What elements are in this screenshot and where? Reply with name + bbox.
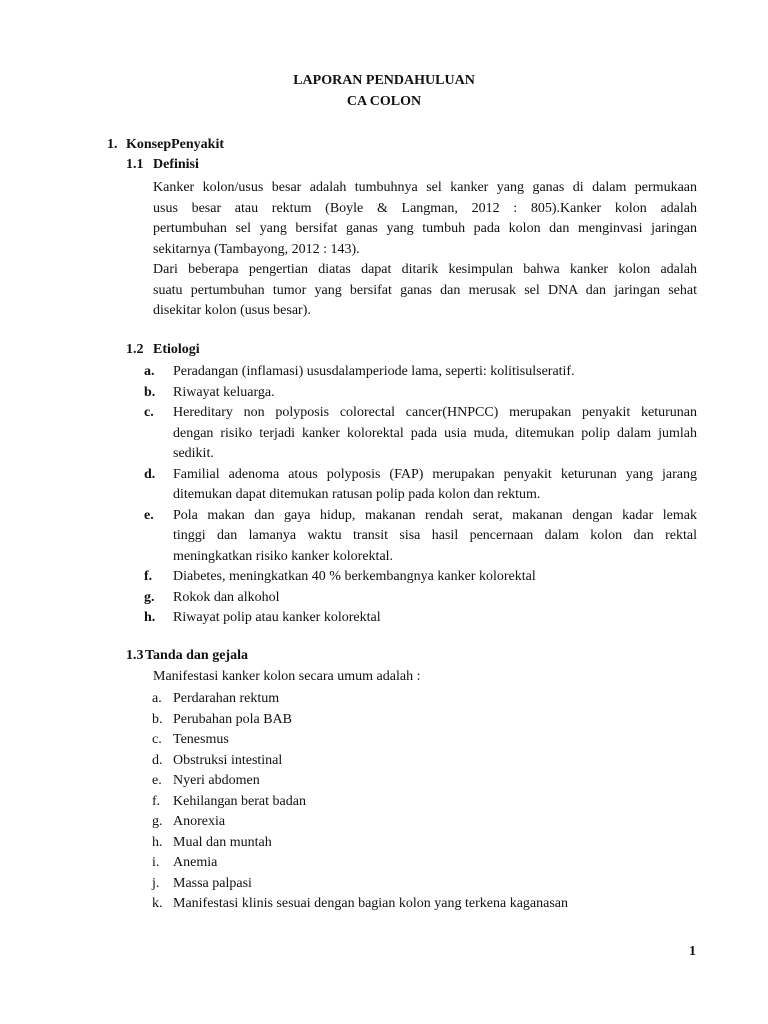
definisi-paragraph-2 xyxy=(153,260,697,322)
document-subtitle: CA COLON xyxy=(346,94,422,109)
list-item xyxy=(152,730,568,751)
list-item-text: Anorexia xyxy=(173,814,226,829)
text-line: Kanker kolon/usus besar adalah tumbuhnya sel kanker yang ganas di dalam permukaan xyxy=(153,180,697,195)
etiologi-number: 1.2 xyxy=(126,342,144,357)
list-item-text: Massa palpasi xyxy=(173,875,252,891)
list-item-text: Obstruksi intestinal xyxy=(173,752,283,768)
list-marker: h. xyxy=(152,834,163,850)
list-item-text: Riwayat polip atau kanker kolorektal xyxy=(173,610,381,625)
list-item-text: Tenesmus xyxy=(173,732,229,747)
document-title: LAPORAN PENDAHULUAN xyxy=(293,73,475,88)
list-item-text: Nyeri abdomen xyxy=(173,773,260,788)
list-marker: j. xyxy=(152,875,160,891)
list-item xyxy=(152,710,568,731)
list-item-text: tinggi dan lamanya waktu transit sisa hasil pencernaan dalam kolon dan rektal xyxy=(173,528,697,543)
list-item-text: Hereditary non polyposis colorectal cancer(HNPCC) merupakan penyakit keturunan xyxy=(173,405,697,420)
list-item-text: Perdarahan rektum xyxy=(173,691,280,706)
list-item xyxy=(152,853,568,874)
list-item xyxy=(144,362,697,383)
list-marker: h. xyxy=(144,610,156,625)
list-item-text: Diabetes, meningkatkan 40 % berkembangnya kanker kolorektal xyxy=(173,569,536,584)
text-line: Dari beberapa pengertian diatas dapat ditarik kesimpulan bahwa kanker kolon adalah xyxy=(153,262,697,277)
list-item xyxy=(144,567,697,588)
list-item xyxy=(144,403,697,465)
list-marker: f. xyxy=(144,569,153,584)
list-marker: e. xyxy=(152,773,162,788)
section-1-number: 1. xyxy=(107,137,118,152)
list-marker: c. xyxy=(152,732,162,747)
list-item xyxy=(144,608,697,629)
list-item-text: Manifestasi klinis sesuai dengan bagian kolon yang terkena kaganasan xyxy=(173,896,568,911)
section-1-heading: KonsepPenyakit xyxy=(126,137,225,152)
list-item-text: Rokok dan alkohol xyxy=(173,589,280,605)
list-item xyxy=(152,894,568,915)
definisi-number: 1.1 xyxy=(126,157,144,172)
list-item xyxy=(152,751,568,772)
tanda-number: 1.3 xyxy=(126,648,144,663)
list-marker: c. xyxy=(144,405,154,420)
tanda-intro: Manifestasi kanker kolon secara umum adalah : xyxy=(153,669,421,684)
list-item xyxy=(152,874,568,895)
list-marker: b. xyxy=(144,384,156,400)
etiologi-list xyxy=(144,362,697,629)
text-line: suatu pertumbuhan tumor yang bersifat ganas dan merusak sel DNA dan jaringan sehat xyxy=(153,282,697,298)
list-item-text: meningkatkan risiko kanker kolorektal. xyxy=(173,548,394,564)
list-item xyxy=(144,588,697,609)
list-marker: k. xyxy=(152,896,163,911)
list-item xyxy=(144,465,697,506)
list-item-text: Mual dan muntah xyxy=(173,834,272,850)
list-marker: d. xyxy=(144,466,156,482)
list-marker: g. xyxy=(144,589,155,605)
list-marker: g. xyxy=(152,814,163,829)
list-item xyxy=(152,689,568,710)
list-marker: e. xyxy=(144,507,154,523)
list-item xyxy=(152,812,568,833)
etiologi-heading: Etiologi xyxy=(153,342,200,357)
list-marker: b. xyxy=(152,711,163,727)
list-item-text: Familial adenoma atous polyposis (FAP) merupakan penyakit keturunan yang jarang xyxy=(173,466,697,482)
list-item-text: dengan risiko terjadi kanker kolorektal pada usia muda, ditemukan polip dalam jumlah xyxy=(173,425,697,441)
list-item xyxy=(152,771,568,792)
tanda-list xyxy=(152,689,568,915)
tanda-heading: Tanda dan gejala xyxy=(145,648,248,663)
list-item-text: Anemia xyxy=(173,855,218,870)
list-item-text: sedikit. xyxy=(173,446,214,461)
text-line: usus besar atau rektum (Boyle & Langman, 2012 : 805).Kanker kolon adalah xyxy=(153,200,697,216)
page-number: 1 xyxy=(689,944,696,959)
text-line: pertumbuhan sel yang bersifat ganas yang tumbuh pada kolon dan menginvasi jaringan xyxy=(153,221,697,236)
list-item-text: Riwayat keluarga. xyxy=(173,384,275,400)
list-item-text: Perubahan pola BAB xyxy=(173,711,292,727)
list-item xyxy=(144,506,697,568)
definisi-heading: Definisi xyxy=(153,157,199,172)
list-item xyxy=(152,792,568,813)
list-item-text: ditemukan dapat ditemukan ratusan polip pada kolon dan rektum. xyxy=(173,487,541,502)
list-marker: f. xyxy=(152,793,161,809)
definisi-paragraph-1 xyxy=(153,178,697,260)
list-marker: d. xyxy=(152,752,163,768)
text-line: disekitar kolon (usus besar). xyxy=(153,303,311,318)
text-line: sekitarnya (Tambayong, 2012 : 143). xyxy=(153,241,360,257)
list-item xyxy=(152,833,568,854)
list-marker: i. xyxy=(152,855,160,870)
list-item-text: Kehilangan berat badan xyxy=(173,793,306,809)
list-item xyxy=(144,383,697,404)
list-marker: a. xyxy=(152,691,162,706)
list-item-text: Pola makan dan gaya hidup, makanan rendah serat, makanan dengan kadar lemak xyxy=(173,507,697,523)
list-item-text: Peradangan (inflamasi) ususdalamperiode lama, seperti: kolitisulseratif. xyxy=(173,364,575,379)
list-marker: a. xyxy=(144,364,155,379)
